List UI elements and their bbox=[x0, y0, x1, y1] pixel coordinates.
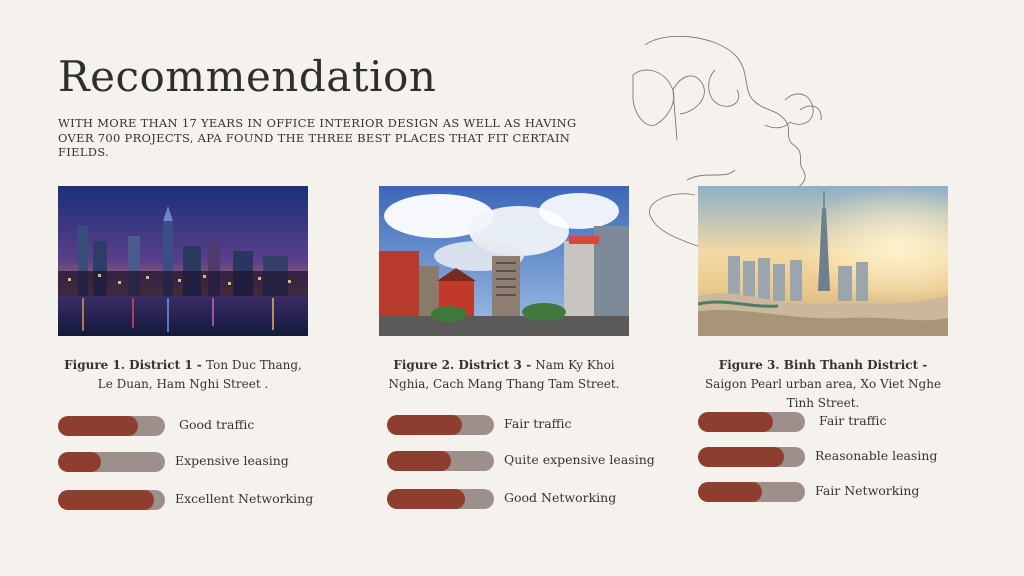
location-card-district-3 bbox=[379, 186, 655, 505]
metric-label: Fair Networking bbox=[815, 483, 920, 498]
figure-label: Figure 3. Binh Thanh District bbox=[718, 358, 919, 372]
caption-separator: - bbox=[192, 358, 207, 372]
figure-streets: Saigon Pearl urban area, Xo Viet Nghe Tinh Street. bbox=[704, 377, 942, 410]
rating-bar-fill bbox=[698, 412, 773, 432]
metric-networking bbox=[698, 482, 998, 502]
rating-bar-fill bbox=[387, 451, 451, 471]
rating-bar-fill bbox=[58, 490, 154, 510]
figure-caption bbox=[379, 356, 629, 394]
figure-streets: Nam Ky Khoi Nghia, Cach Mang Thang Tam Street. bbox=[388, 358, 620, 391]
figure-caption bbox=[58, 356, 308, 394]
metric-label: Fair traffic bbox=[504, 416, 572, 431]
metric-networking bbox=[387, 489, 687, 509]
rating-bar-track bbox=[387, 451, 494, 471]
binh-thanh-landmark-image bbox=[698, 186, 948, 336]
rating-bar-fill bbox=[387, 415, 462, 435]
location-card-binh-thanh bbox=[698, 186, 948, 498]
figure-label: Figure 1. District 1 bbox=[64, 358, 193, 372]
metric-label: Good Networking bbox=[504, 490, 617, 505]
rating-bar-track bbox=[698, 482, 805, 502]
rating-bar-track bbox=[58, 490, 165, 510]
metric-leasing bbox=[698, 447, 998, 467]
rating-bar-track bbox=[58, 416, 165, 436]
rating-bar-fill bbox=[698, 482, 762, 502]
rating-bar-fill bbox=[698, 447, 784, 467]
rating-bar-track bbox=[387, 489, 494, 509]
metric-label: Reasonable leasing bbox=[815, 448, 938, 463]
caption-separator: - bbox=[521, 358, 536, 372]
metric-traffic bbox=[698, 412, 998, 432]
caption-separator: - bbox=[918, 358, 928, 372]
figure-streets: Ton Duc Thang, Le Duan, Ham Nghi Street . bbox=[97, 358, 302, 391]
rating-bar-track bbox=[698, 412, 805, 432]
metric-leasing bbox=[58, 452, 358, 472]
page-title: Recommendation bbox=[58, 52, 437, 101]
district-3-street-image bbox=[379, 186, 629, 336]
figure-label: Figure 2. District 3 bbox=[393, 358, 522, 372]
metric-traffic bbox=[58, 416, 358, 436]
rating-bar-fill bbox=[58, 452, 101, 472]
metric-label: Expensive leasing bbox=[175, 453, 289, 468]
district-1-night-skyline-image bbox=[58, 186, 308, 336]
metric-networking bbox=[58, 490, 358, 510]
metric-traffic bbox=[387, 415, 687, 435]
rating-bar-track bbox=[698, 447, 805, 467]
rating-bar-track bbox=[387, 415, 494, 435]
metric-label: Good traffic bbox=[179, 417, 255, 432]
rating-bar-fill bbox=[58, 416, 138, 436]
page-subtitle: WITH MORE THAN 17 YEARS IN OFFICE INTERIOR DESIGN AS WELL AS HAVING OVER 700 PROJECTS, APA FOUND THE THREE BEST PLACES THAT FIT CERTAIN FIELDS. bbox=[58, 116, 577, 159]
metric-label: Excellent Networking bbox=[175, 491, 314, 506]
metric-label: Fair traffic bbox=[819, 413, 887, 428]
rating-bar-track bbox=[58, 452, 165, 472]
location-card-district-1 bbox=[58, 186, 314, 506]
rating-bar-fill bbox=[387, 489, 465, 509]
metric-label: Quite expensive leasing bbox=[504, 452, 655, 467]
metric-leasing bbox=[387, 451, 687, 471]
figure-caption bbox=[698, 356, 948, 413]
